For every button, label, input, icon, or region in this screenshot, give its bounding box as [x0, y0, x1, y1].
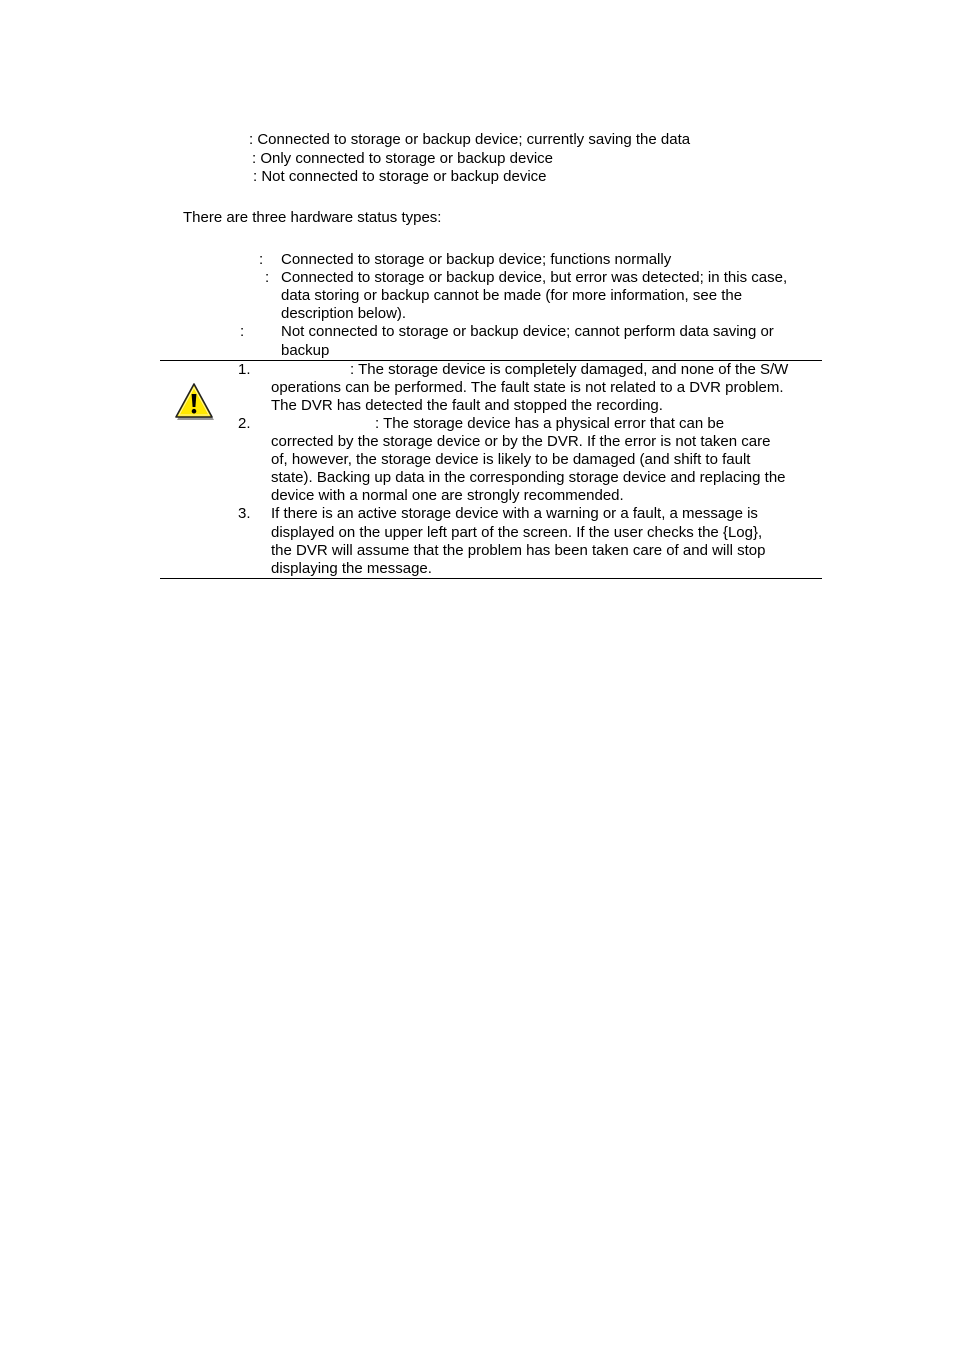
hardware-item-text: Connected to storage or backup device; functions normally: [281, 251, 672, 268]
note-text: : The storage device is completely damaged, and none of the S/W: [350, 361, 789, 378]
note-text: the DVR will assume that the problem has been taken care of and will stop: [271, 542, 766, 559]
note-number: 3.: [238, 505, 251, 522]
note-text: displaying the message.: [271, 560, 432, 577]
hardware-item-text: Not connected to storage or backup device; cannot perform data saving or: [281, 323, 774, 340]
note-text: device with a normal one are strongly recommended.: [271, 487, 624, 504]
recording-status-line: : Only connected to storage or backup device: [252, 150, 554, 167]
note-text: : The storage device has a physical error that can be: [375, 415, 725, 432]
hardware-item-text: Connected to storage or backup device, but error was detected; in this case,: [281, 269, 788, 286]
hardware-item-separator: :: [265, 269, 270, 286]
note-text: of, however, the storage device is likely to be damaged (and shift to fault: [271, 451, 751, 468]
hardware-item-text: description below).: [281, 305, 407, 322]
note-text: operations can be performed. The fault state is not related to a DVR problem.: [271, 379, 784, 396]
note-text: The DVR has detected the fault and stopped the recording.: [271, 397, 663, 414]
hardware-item-separator: :: [240, 323, 245, 340]
note-text: state). Backing up data in the corresponding storage device and replacing the: [271, 469, 786, 486]
hardware-item-text: data storing or backup cannot be made (for more information, see the: [281, 287, 743, 304]
recording-status-line: : Connected to storage or backup device; currently saving the data: [249, 131, 691, 148]
hardware-item-separator: :: [259, 251, 264, 268]
warning-icon: [173, 382, 215, 422]
recording-status-line: : Not connected to storage or backup device: [253, 168, 547, 185]
hardware-intro: There are three hardware status types:: [183, 209, 442, 226]
note-number: 1.: [238, 361, 251, 378]
note-number: 2.: [238, 415, 251, 432]
note-text: corrected by the storage device or by the DVR. If the error is not taken care: [271, 433, 771, 450]
note-text: displayed on the upper left part of the screen. If the user checks the {Log},: [271, 524, 763, 541]
hardware-item-text: backup: [281, 342, 330, 359]
note-bottom-rule: [160, 578, 822, 579]
note-text: If there is an active storage device with a warning or a fault, a message is: [271, 505, 758, 522]
